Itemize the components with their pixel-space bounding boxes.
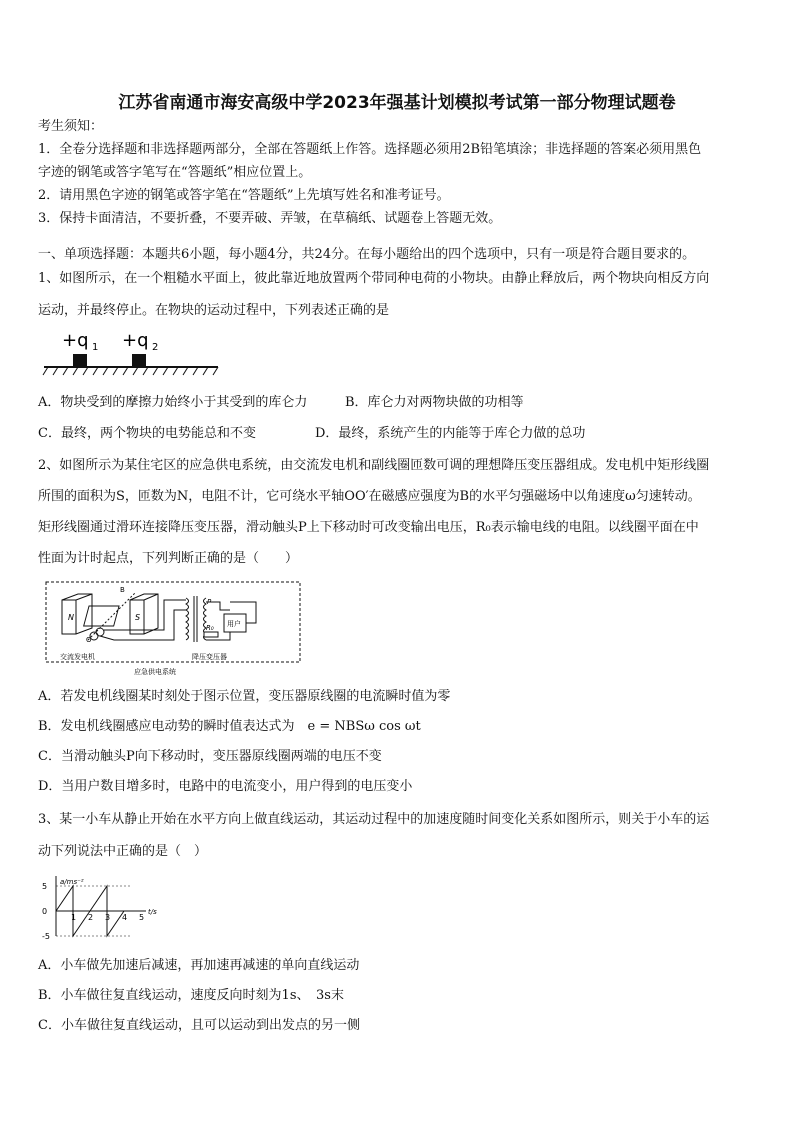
x-tick-label: 2 — [88, 913, 94, 922]
notice-item: 字迹的钢笔或答字笔写在“答题纸”相应位置上。 — [38, 165, 312, 180]
notice-item: 2．请用黑色字迹的钢笔或答字笔在“答题纸”上先填写姓名和准考证号。 — [38, 188, 450, 203]
block-1 — [73, 354, 87, 367]
q3-option-c[interactable]: C．小车做往复直线运动，且可以运动到出发点的另一侧 — [38, 1018, 360, 1033]
svg-text:B: B — [120, 586, 125, 594]
x-tick-label: 5 — [139, 913, 145, 922]
svg-text:R₀: R₀ — [206, 624, 214, 632]
axis-oo — [88, 592, 136, 640]
svg-text:P: P — [207, 598, 212, 606]
q2-stem: 所围的面积为S，匝数为N，电阻不计，它可绕水平轴OO′在磁感应强度为B的水平匀强磁场中以角速度ω匀速转动。 — [38, 489, 701, 504]
y-axis-label: a/ms⁻² — [60, 878, 84, 886]
n-label: N — [68, 613, 74, 622]
q2-stem: 性面为计时起点，下列判断正确的是（ ） — [38, 551, 299, 566]
transformer-caption: 降压变压器 — [192, 653, 227, 661]
q1-charge-label: +q — [62, 330, 89, 351]
q1-stem: 1、如图所示，在一个粗糙水平面上，彼此靠近地放置两个带同种电荷的小物块。由静止释放后，两个物块向相反方向 — [38, 271, 710, 286]
q1-option-a[interactable]: A．物块受到的摩擦力始终小于其受到的库仑力 — [38, 395, 308, 410]
ground-hatch — [43, 367, 218, 375]
block-2 — [132, 354, 146, 367]
page-title: 江苏省南通市海安高级中学2023年强基计划模拟考试第一部分物理试题卷 — [118, 93, 676, 113]
q1-charge-label: +q — [122, 330, 149, 351]
q1-charge-sub: 2 — [152, 342, 159, 353]
q2-figure — [44, 580, 304, 678]
x-tick-label: 1 — [71, 913, 77, 922]
system-caption: 应急供电系统 — [134, 668, 176, 676]
q1-option-c[interactable]: C．最终，两个物块的电势能总和不变 — [38, 426, 256, 441]
y-tick-label: 0 — [42, 907, 48, 916]
q3-stem: 3、某一小车从静止开始在水平方向上做直线运动，其运动过程中的加速度随时间变化关系如图所示，则关于小车的运 — [38, 812, 710, 827]
svg-text:用户: 用户 — [227, 620, 241, 628]
q1-figure — [40, 328, 220, 380]
transformer — [186, 596, 206, 642]
notice-item: 1．全卷分选择题和非选择题两部分，全部在答题纸上作答。选择题必须用2B铅笔填涂；非选择题的答案必须用黑色 — [38, 142, 702, 157]
q2-option-a[interactable]: A．若发电机线圈某时刻处于图示位置，变压器原线圈的电流瞬时值为零 — [38, 689, 451, 704]
x-tick-label: 3 — [105, 913, 111, 922]
q2-stem: 2、如图所示为某住宅区的应急供电系统，由交流发电机和副线圈匝数可调的理想降压变压器组成。发电机中矩形线圈 — [38, 458, 710, 473]
r0-resistor — [204, 632, 218, 637]
x-axis-label: t/s — [148, 908, 157, 916]
q3-option-b[interactable]: B．小车做往复直线运动，速度反向时刻为1s、 3s末 — [38, 988, 344, 1003]
q2-option-d[interactable]: D．当用户数目增多时，电路中的电流变小，用户得到的电压变小 — [38, 779, 413, 794]
q1-stem: 运动，并最终停止。在物块的运动过程中，下列表述正确的是 — [38, 303, 390, 318]
notice-item: 3．保持卡面清洁，不要折叠，不要弄破、弄皱，在草稿纸、试题卷上答题无效。 — [38, 211, 502, 226]
notice-heading: 考生须知： — [38, 119, 104, 134]
q2-stem: 矩形线圈通过滑环连接降压变压器，滑动触头P上下移动时可改变输出电压，R₀表示输电线的电阻。以线圈平面在中 — [38, 520, 699, 535]
s-label: S — [135, 613, 141, 622]
x-tick-label: 4 — [122, 913, 128, 922]
y-tick-label: 5 — [42, 882, 48, 891]
y-tick-label: -5 — [42, 932, 50, 941]
q3-stem: 动下列说法中正确的是（ ） — [38, 844, 208, 859]
q1-option-d[interactable]: D．最终，系统产生的内能等于库仑力做的总功 — [315, 426, 586, 441]
svg-text:O: O — [86, 636, 92, 644]
q1-charge-sub: 1 — [92, 342, 99, 353]
q2-option-b[interactable]: B．发电机线圈感应电动势的瞬时值表达式为 e = NBSω cos ωt — [38, 719, 421, 734]
q3-acceleration-chart — [38, 872, 168, 942]
section-heading: 一、单项选择题：本题共6小题，每小题4分，共24分。在每小题给出的四个选项中，只有一项是符合题目要求的。 — [38, 247, 696, 262]
generator-caption: 交流发电机 — [60, 653, 95, 661]
q2-option-c[interactable]: C．当滑动触头P向下移动时，变压器原线圈两端的电压不变 — [38, 749, 382, 764]
q1-option-b[interactable]: B．库仑力对两物块做的功相等 — [345, 395, 524, 410]
q3-option-a[interactable]: A．小车做先加速后减速，再加速再减速的单向直线运动 — [38, 958, 360, 973]
